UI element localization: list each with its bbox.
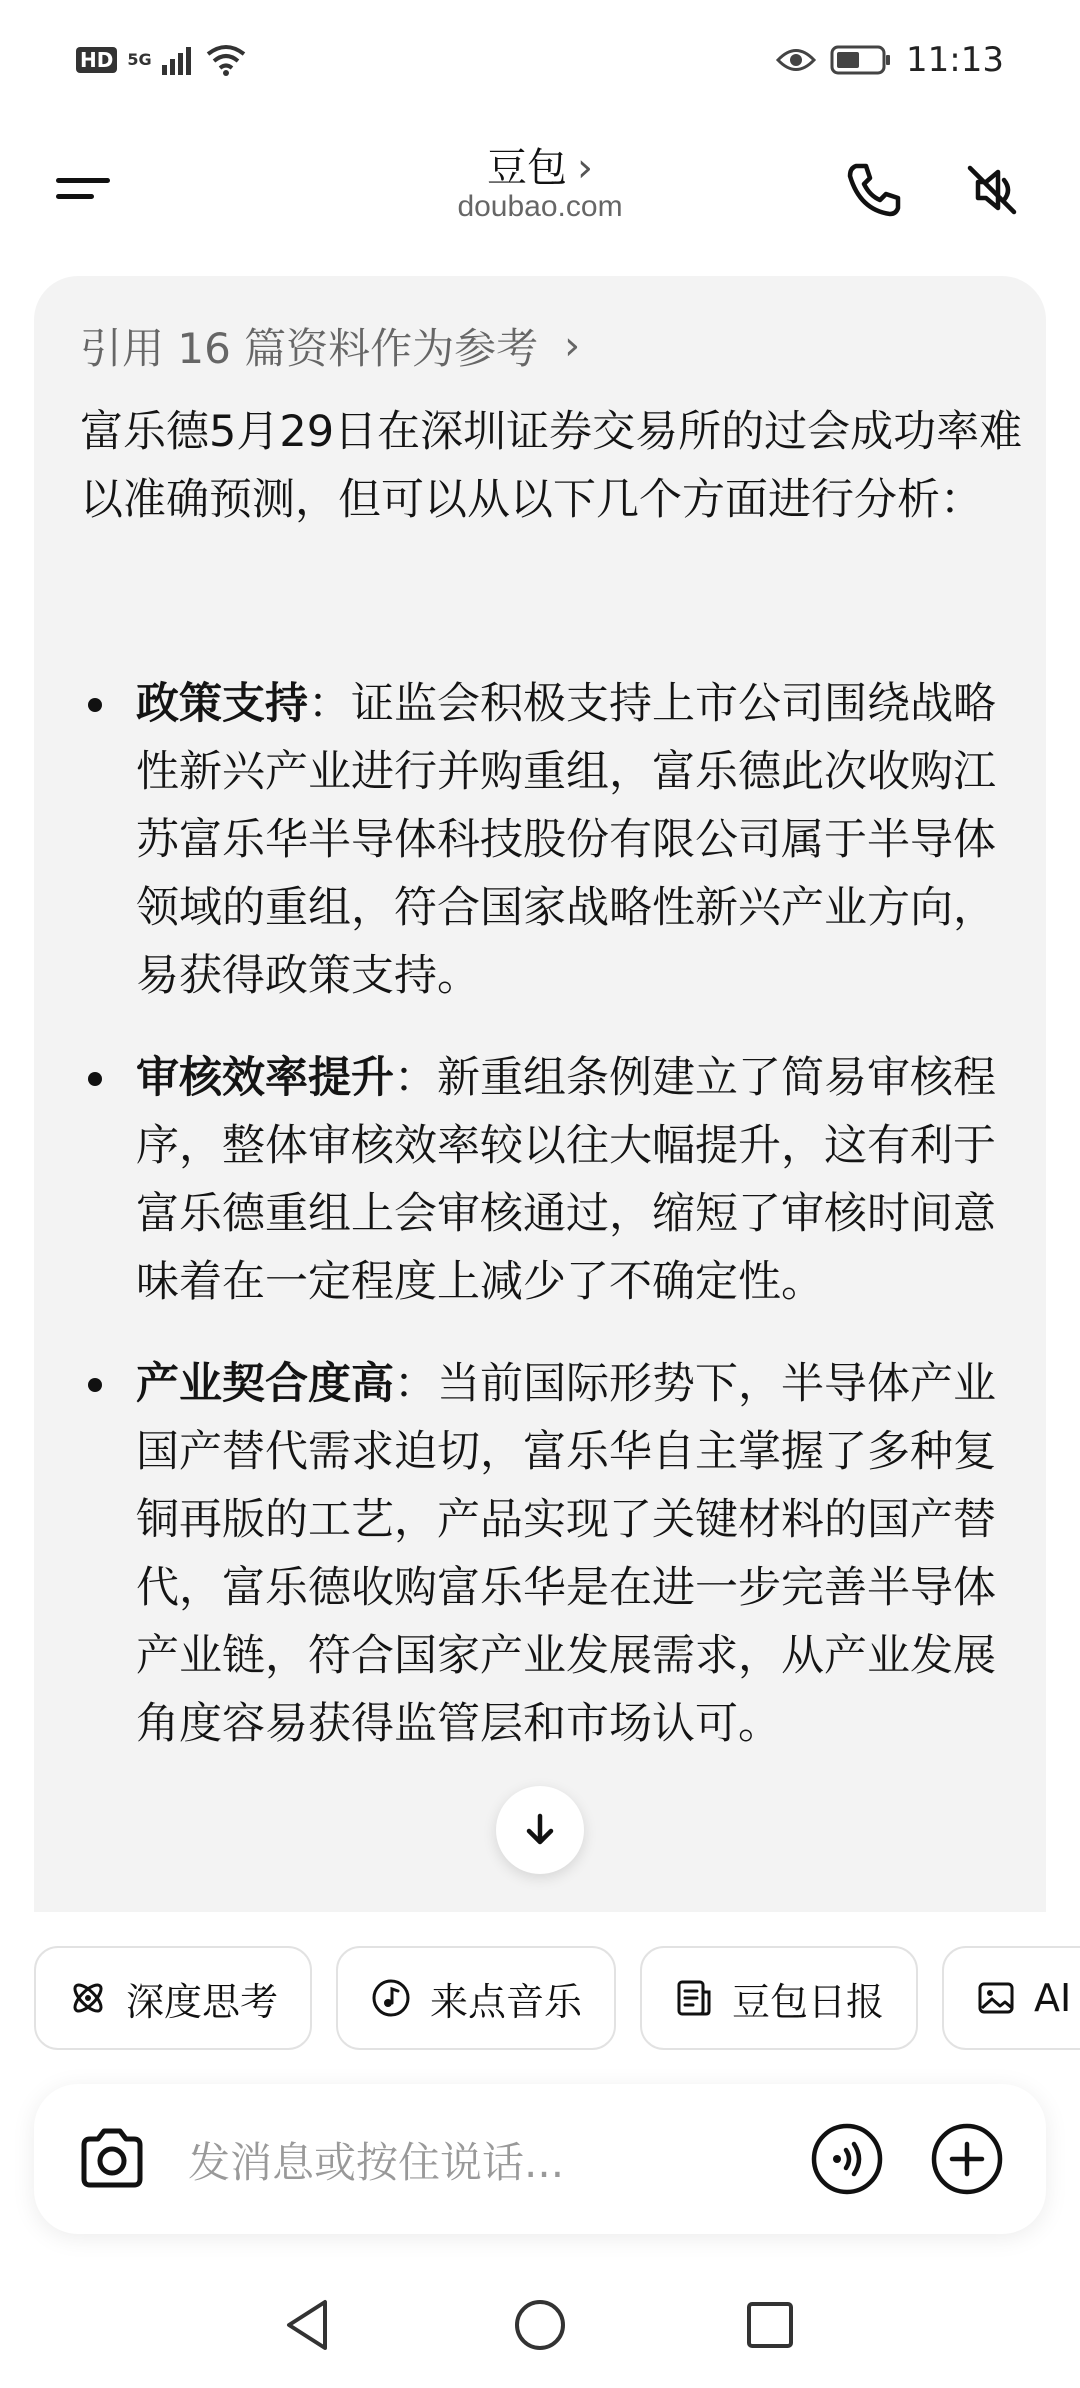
list-item (80, 1350, 1030, 1758)
bullet-title: 产业契合度高 (136, 1359, 394, 1409)
app-header (0, 130, 1080, 260)
chip-label: 来点音乐 (430, 1979, 583, 2024)
references-link[interactable] (80, 316, 580, 376)
network-type: 5G (127, 50, 152, 69)
speaker-muted-icon[interactable] (956, 154, 1028, 226)
list-item (80, 670, 1030, 1010)
response-intro: 富乐德5月29日在深圳证券交易所的过会成功率难以准确预测，但可以从以下几个方面进行分析： (80, 407, 1023, 525)
camera-icon[interactable] (74, 2121, 150, 2197)
chat-subtitle: doubao.com (457, 190, 623, 223)
chat-title-text: 豆包 (487, 145, 567, 191)
back-icon[interactable] (275, 2290, 345, 2360)
chip-daily-news[interactable] (640, 1946, 918, 2050)
bullet-text: ：新重组条例建立了简易审核程序，整体审核效率较以往大幅提升，这有利于富乐德重组上会审核通过，缩短了审核时间意味着在一定程度上减少了不确定性。 (136, 1053, 996, 1307)
arrow-down-icon (520, 1810, 560, 1850)
hd-badge: HD (76, 47, 117, 73)
battery-icon (830, 45, 892, 75)
chevron-right-icon: › (564, 323, 581, 369)
quick-actions (34, 1946, 1080, 2050)
scroll-down-button[interactable] (496, 1786, 584, 1874)
phone-icon[interactable] (838, 154, 910, 226)
chevron-right-icon: › (577, 145, 593, 191)
music-icon (370, 1977, 412, 2019)
chip-label: AI (1034, 1976, 1072, 2020)
eye-icon (776, 47, 816, 73)
status-right (776, 40, 1004, 80)
list-item (80, 1044, 1030, 1316)
bullet-title: 政策支持 (136, 679, 308, 729)
status-time: 11:13 (906, 40, 1004, 80)
bullet-dot (88, 1378, 102, 1392)
image-icon (976, 1978, 1016, 2018)
message-input[interactable]: 发消息或按住说话... (188, 2138, 565, 2187)
bullet-dot (88, 1072, 102, 1086)
chip-ai-image[interactable] (942, 1946, 1080, 2050)
chip-label: 深度思考 (126, 1979, 279, 2024)
bullet-text: ：证监会积极支持上市公司围绕战略性新兴产业进行并购重组，富乐德此次收购江苏富乐华半导体科技股份有限公司属于半导体领域的重组，符合国家战略性新兴产业方向，易获得政策支持。 (136, 679, 996, 1001)
atom-icon (68, 1978, 108, 2018)
message-input-bar (34, 2084, 1046, 2234)
signal-icon (162, 45, 196, 75)
bullet-dot (88, 698, 102, 712)
response-card (34, 276, 1046, 1912)
status-left (76, 44, 246, 76)
recents-icon[interactable] (735, 2290, 805, 2360)
bullet-text: ：当前国际形势下，半导体产业国产替代需求迫切，富乐华自主掌握了多种复铜再版的工艺，产品实现了关键材料的国产替代，富乐德收购富乐华是在进一步完善半导体产业链，符合国家产业发展需求，从产业发展角度容易获得监管层和市场认可。 (136, 1359, 996, 1749)
chat-title[interactable] (0, 136, 1080, 193)
wifi-icon (206, 44, 246, 76)
bullet-title: 审核效率提升 (136, 1053, 394, 1103)
system-nav-bar (0, 2280, 1080, 2388)
chip-label: 豆包日报 (732, 1979, 885, 2024)
bullet-list (80, 670, 1030, 1792)
chip-music[interactable] (336, 1946, 616, 2050)
home-icon[interactable] (505, 2290, 575, 2360)
chip-deep-think[interactable] (34, 1946, 312, 2050)
plus-icon[interactable] (930, 2122, 1004, 2196)
status-bar (0, 0, 1080, 130)
voice-call-icon[interactable] (810, 2122, 884, 2196)
references-text: 引用 16 篇资料作为参考 (80, 324, 539, 373)
news-icon (674, 1978, 714, 2018)
